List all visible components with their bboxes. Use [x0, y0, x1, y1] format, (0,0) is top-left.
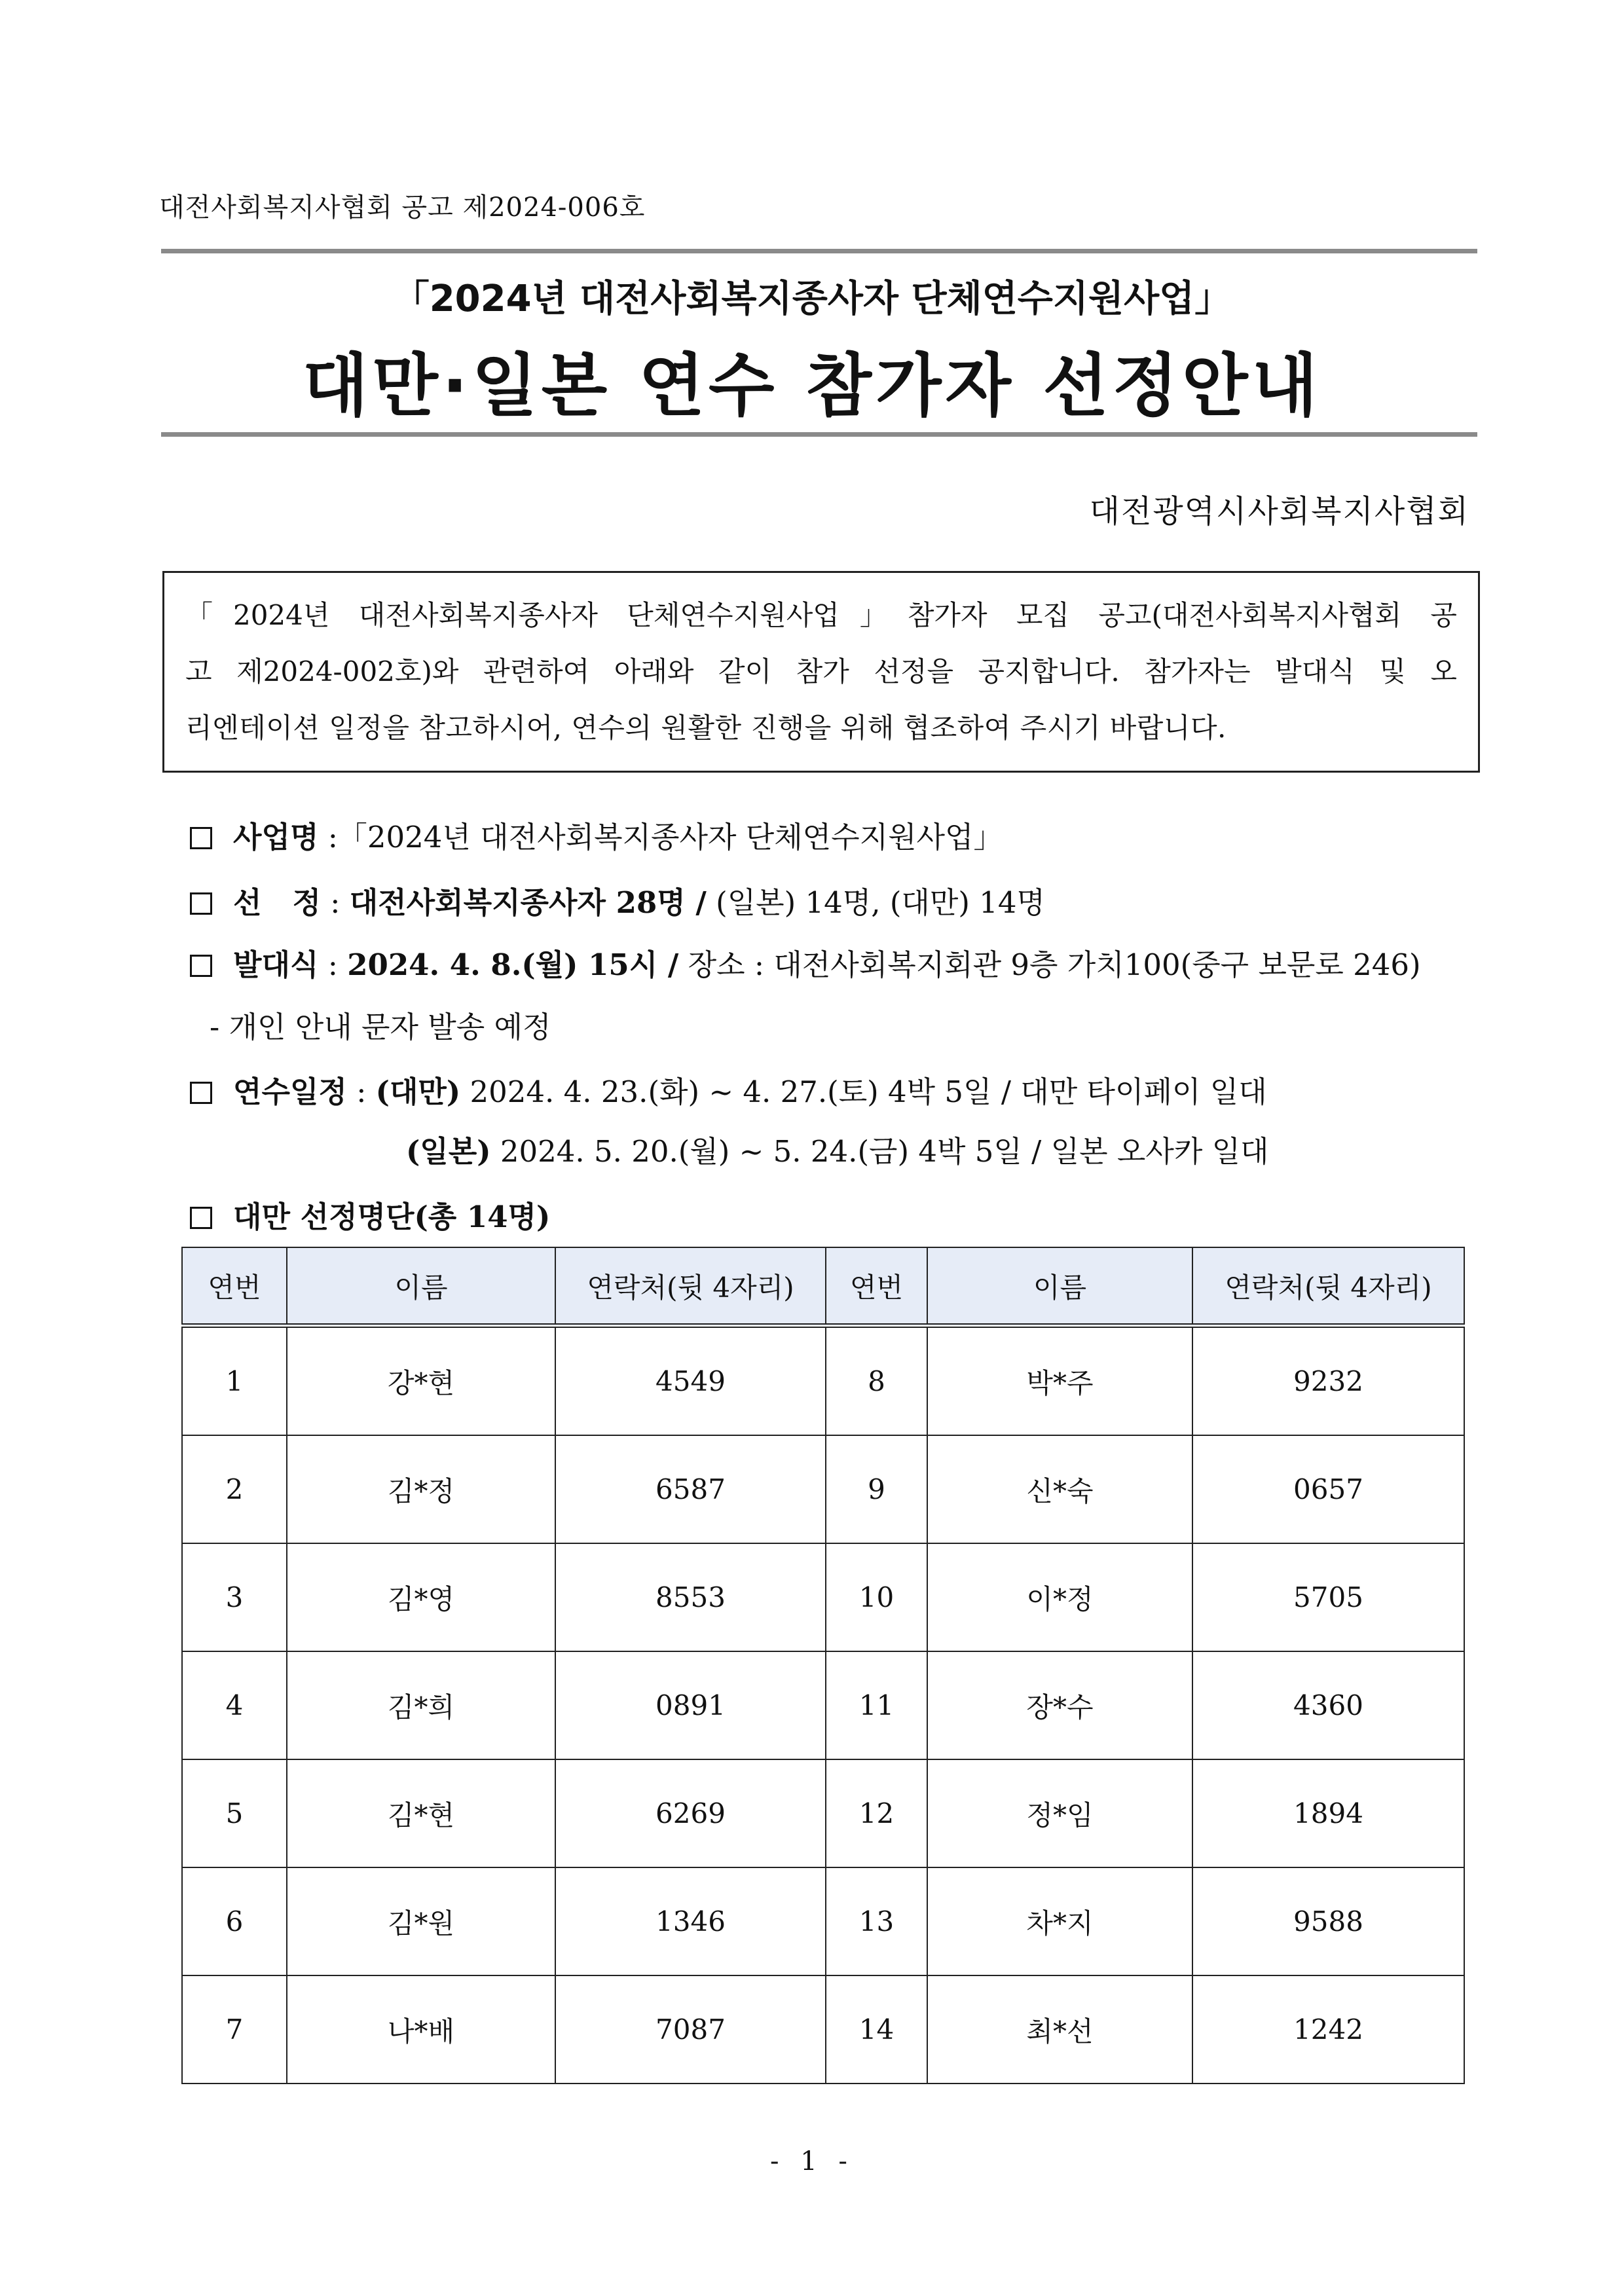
header-name: 이름	[927, 1247, 1192, 1326]
checkbox-square-icon	[190, 1207, 212, 1229]
notice-number: 대전사회복지사협회 공고 제2024-006호	[159, 193, 646, 223]
cell-name: 정*임	[927, 1759, 1192, 1867]
item-schedule-japan	[406, 1128, 1269, 1170]
cell-contact: 9232	[1192, 1326, 1464, 1436]
cell-contact: 1894	[1192, 1759, 1464, 1867]
cell-contact: 0891	[555, 1651, 826, 1759]
item-ceremony	[190, 941, 1421, 983]
item-value: :「2024년 대전사회복지종사자 단체연수지원사업」	[318, 820, 1003, 854]
cell-no: 7	[182, 1975, 287, 2084]
item-separator: :	[346, 1074, 376, 1109]
table-row	[182, 1759, 1464, 1867]
item-separator: :	[318, 947, 348, 982]
schedule-japan-value: 2024. 5. 20.(월) ~ 5. 24.(금) 4박 5일 / 일본 오사카 일대	[490, 1134, 1269, 1169]
document-title: 「2024년 대전사회복지종사자 단체연수지원사업」	[392, 278, 1232, 320]
cell-no: 1	[182, 1326, 287, 1436]
cell-contact: 5705	[1192, 1543, 1464, 1651]
item-project-name	[190, 813, 1003, 856]
cell-name: 김*영	[287, 1543, 555, 1651]
cell-name: 최*선	[927, 1975, 1192, 2084]
document-subtitle: 대만·일본 연수 참가자 선정안내	[302, 346, 1322, 426]
item-value: (일본) 14명, (대만) 14명	[706, 885, 1045, 920]
cell-name: 김*원	[287, 1867, 555, 1975]
cell-name: 차*지	[927, 1867, 1192, 1975]
cell-contact: 8553	[555, 1543, 826, 1651]
cell-contact: 4549	[555, 1326, 826, 1436]
cell-name: 신*숙	[927, 1435, 1192, 1543]
page-number: - 1 -	[770, 2146, 854, 2176]
cell-name: 김*희	[287, 1651, 555, 1759]
checkbox-square-icon	[190, 892, 212, 915]
checkbox-square-icon	[190, 827, 212, 849]
header-name: 이름	[287, 1247, 555, 1326]
cell-no: 2	[182, 1435, 287, 1543]
intro-line: 「2024년 대전사회복지종사자 단체연수지원사업」참가자 모집 공고(대전사회복지사협회 공	[185, 599, 1457, 631]
header-contact: 연락처(뒷 4자리)	[555, 1247, 826, 1326]
table-header-row	[182, 1247, 1464, 1326]
cell-no: 12	[826, 1759, 927, 1867]
cell-no: 14	[826, 1975, 927, 2084]
header-no: 연번	[826, 1247, 927, 1326]
cell-no: 6	[182, 1867, 287, 1975]
cell-name: 김*현	[287, 1759, 555, 1867]
item-separator: :	[320, 885, 350, 920]
cell-name: 강*현	[287, 1326, 555, 1436]
cell-no: 4	[182, 1651, 287, 1759]
roster-title: 대만 선정명단(총 14명)	[233, 1200, 551, 1234]
ceremony-note: - 개인 안내 문자 발송 예정	[210, 1010, 551, 1044]
intro-box	[162, 571, 1480, 773]
cell-no: 3	[182, 1543, 287, 1651]
cell-name: 장*수	[927, 1651, 1192, 1759]
cell-name: 박*주	[927, 1326, 1192, 1436]
table-row	[182, 1326, 1464, 1436]
cell-no: 11	[826, 1651, 927, 1759]
item-label: 선 정	[233, 885, 321, 920]
schedule-japan-label: (일본)	[406, 1134, 491, 1169]
item-selection	[190, 879, 1045, 921]
item-value: 장소 : 대전사회복지회관 9층 가치100(중구 보문로 246)	[678, 947, 1421, 982]
item-label: 사업명	[233, 820, 319, 854]
item-value-bold: 2024. 4. 8.(월) 15시 /	[347, 947, 679, 982]
table-row	[182, 1543, 1464, 1651]
title-bottom-rule	[161, 432, 1477, 437]
cell-name: 이*정	[927, 1543, 1192, 1651]
item-schedule	[190, 1068, 1267, 1111]
cell-no: 13	[826, 1867, 927, 1975]
cell-contact: 4360	[1192, 1651, 1464, 1759]
item-label: 발대식	[233, 947, 319, 982]
cell-contact: 1242	[1192, 1975, 1464, 2084]
item-label: 연수일정	[233, 1074, 347, 1109]
table-row	[182, 1867, 1464, 1975]
cell-contact: 9588	[1192, 1867, 1464, 1975]
cell-name: 김*정	[287, 1435, 555, 1543]
issuing-organization: 대전광역시사회복지사협회	[1089, 493, 1469, 530]
table-row	[182, 1651, 1464, 1759]
cell-no: 9	[826, 1435, 927, 1543]
schedule-taiwan-label: (대만)	[375, 1074, 461, 1109]
table-row	[182, 1975, 1464, 2084]
table-row	[182, 1435, 1464, 1543]
item-roster-title	[190, 1193, 550, 1236]
checkbox-square-icon	[190, 955, 212, 977]
cell-contact: 0657	[1192, 1435, 1464, 1543]
checkbox-square-icon	[190, 1082, 212, 1104]
cell-name: 나*배	[287, 1975, 555, 2084]
intro-line: 고 제2024-002호)와 관련하여 아래와 같이 참가 선정을 공지합니다. 참가자는 발대식 및 오	[185, 655, 1457, 688]
cell-contact: 1346	[555, 1867, 826, 1975]
header-contact: 연락처(뒷 4자리)	[1192, 1247, 1464, 1326]
cell-no: 5	[182, 1759, 287, 1867]
roster-table	[181, 1247, 1465, 2084]
header-no: 연번	[182, 1247, 287, 1326]
title-top-rule	[161, 249, 1477, 253]
intro-line: 리엔테이션 일정을 참고하시어, 연수의 원활한 진행을 위해 협조하여 주시기 바랍니다.	[185, 712, 1227, 744]
cell-contact: 6587	[555, 1435, 826, 1543]
cell-contact: 7087	[555, 1975, 826, 2084]
schedule-taiwan-value: 2024. 4. 23.(화) ~ 4. 27.(토) 4박 5일 / 대만 타이페이 일대	[460, 1074, 1267, 1109]
cell-no: 8	[826, 1326, 927, 1436]
item-value-bold: 대전사회복지종사자 28명 /	[349, 885, 707, 920]
cell-contact: 6269	[555, 1759, 826, 1867]
cell-no: 10	[826, 1543, 927, 1651]
